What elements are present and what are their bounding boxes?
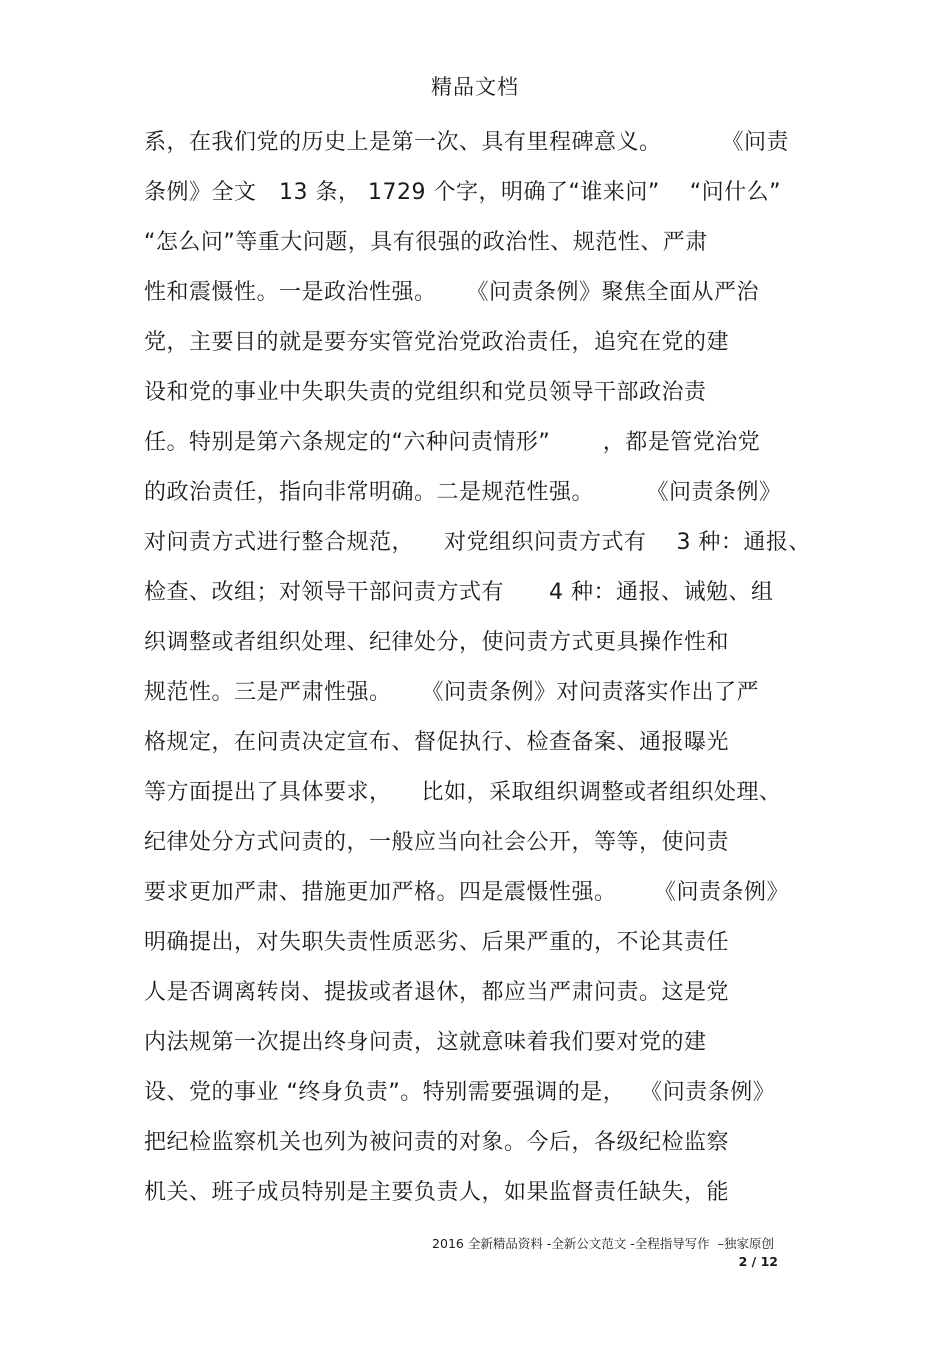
text-line: 党，主要目的就是要夯实管党治党政治责任，追究在党的建 — [144, 330, 730, 355]
text-line: 对问责方式进行整合规范， 对党组织问责方式有 3 种：通报、 — [144, 530, 811, 555]
text-line: 人是否调离转岗、提拔或者退休，都应当严肃问责。这是党 — [144, 980, 730, 1005]
footer-text: 2016 全新精品资料 -全新公文范文 -全程指导写作 –独家原创 — [432, 1236, 774, 1251]
text-line: 性和震慑性。一是政治性强。 《问责条例》聚焦全面从严治 — [144, 280, 759, 305]
text-line: 织调整或者组织处理、纪律处分，使问责方式更具操作性和 — [144, 630, 730, 655]
text-line: 设、党的事业 “终身负责”。特别需要强调的是， 《问责条例》 — [144, 1080, 776, 1105]
text-line: “怎么问”等重大问题，具有很强的政治性、规范性、严肃 — [144, 230, 708, 255]
text-line: 格规定，在问责决定宣布、督促执行、检查备案、通报曝光 — [144, 730, 730, 755]
page-number: 2 / 12 — [738, 1254, 778, 1269]
text-line: 机关、班子成员特别是主要负责人，如果监督责任缺失，能 — [144, 1180, 730, 1205]
text-line: 设和党的事业中失职失责的党组织和党员领导干部政治责 — [144, 380, 707, 405]
text-line: 等方面提出了具体要求， 比如，采取组织调整或者组织处理、 — [144, 780, 782, 805]
text-line: 纪律处分方式问责的，一般应当向社会公开，等等，使问责 — [144, 830, 730, 855]
text-line: 条例》全文 13 条， 1729 个字，明确了“谁来问” “问什么” — [144, 180, 782, 205]
page-header-title: 精品文档 — [431, 75, 519, 99]
text-line: 检查、改组；对领导干部问责方式有 4 种：通报、诫勉、组 — [144, 580, 774, 605]
text-line: 规范性。三是严肃性强。 《问责条例》对问责落实作出了严 — [144, 680, 759, 705]
text-line: 明确提出，对失职失责性质恶劣、后果严重的，不论其责任 — [144, 930, 730, 955]
text-line: 要求更加严肃、措施更加严格。四是震慑性强。 《问责条例》 — [144, 880, 789, 905]
text-line: 内法规第一次提出终身问责，这就意味着我们要对党的建 — [144, 1030, 707, 1055]
text-line: 任。特别是第六条规定的“六种问责情形” ，都是管党治党 — [144, 430, 761, 455]
text-line: 系，在我们党的历史上是第一次、具有里程碑意义。 《问责 — [144, 130, 789, 155]
text-line: 把纪检监察机关也列为被问责的对象。今后，各级纪检监察 — [144, 1130, 730, 1155]
document-body — [144, 123, 814, 1223]
text-line: 的政治责任，指向非常明确。二是规范性强。 《问责条例》 — [144, 480, 782, 505]
